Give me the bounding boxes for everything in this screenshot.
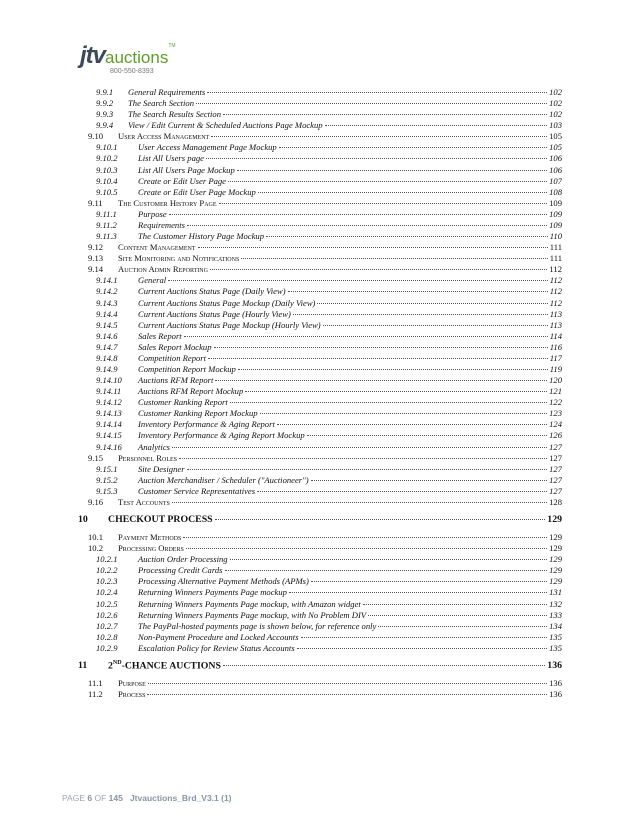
toc-dot-leader bbox=[317, 303, 547, 304]
toc-entry-number: 9.14.11 bbox=[96, 386, 122, 397]
toc-entry-number: 9.14.3 bbox=[96, 297, 118, 308]
toc-entry[interactable] bbox=[96, 430, 562, 440]
toc-entry-page: 109 bbox=[549, 208, 562, 219]
toc-dot-leader bbox=[323, 325, 548, 326]
toc-entry[interactable] bbox=[96, 587, 562, 597]
toc-entry[interactable] bbox=[96, 176, 562, 186]
toc-entry-title: Auction Admin Reporting bbox=[118, 264, 208, 275]
toc-entry-title bbox=[108, 660, 221, 671]
toc-entry-page: 129 bbox=[549, 532, 562, 543]
toc-entry[interactable] bbox=[88, 264, 562, 274]
toc-entry[interactable] bbox=[96, 275, 562, 285]
toc-entry-page: 102 bbox=[549, 109, 562, 120]
toc-entry-title: Purpose bbox=[138, 208, 167, 219]
toc-entry-number: 9.14.13 bbox=[96, 408, 122, 419]
toc-dot-leader bbox=[215, 519, 546, 520]
toc-entry-number: 9.14.6 bbox=[96, 330, 118, 341]
toc-title-part: 2 bbox=[108, 660, 113, 672]
toc-entry-title: Returning Winners Payments Page mockup, with Amazon widget bbox=[138, 598, 361, 609]
toc-entry-page: 129 bbox=[549, 543, 562, 554]
toc-entry-number: 10.2.2 bbox=[96, 565, 118, 576]
toc-entry[interactable] bbox=[96, 87, 562, 97]
toc-entry-title: Customer Ranking Report Mockup bbox=[138, 408, 258, 419]
toc-entry[interactable] bbox=[96, 375, 562, 385]
toc-entry[interactable] bbox=[96, 408, 562, 418]
toc-entry-page: 116 bbox=[549, 341, 562, 352]
toc-entry-page: 105 bbox=[549, 131, 562, 142]
page-footer bbox=[62, 793, 232, 803]
toc-entry-page: 112 bbox=[549, 264, 562, 275]
toc-entry-title: Inventory Performance & Aging Report Mockup bbox=[138, 430, 305, 441]
toc-entry-number: 9.14.4 bbox=[96, 308, 118, 319]
toc-entry[interactable] bbox=[96, 353, 562, 363]
toc-dot-leader bbox=[228, 181, 547, 182]
toc-entry-title: Test Accounts bbox=[118, 496, 170, 507]
toc-entry-page: 113 bbox=[549, 319, 562, 330]
toc-entry-number: 9.9.2 bbox=[96, 98, 114, 109]
toc-dot-leader bbox=[238, 369, 548, 370]
toc-entry-page: 136 bbox=[549, 689, 562, 699]
toc-entry-page: 127 bbox=[549, 485, 562, 496]
toc-entry-number: 9.13 bbox=[88, 253, 104, 264]
toc-entry[interactable] bbox=[88, 678, 562, 688]
toc-entry-page: 105 bbox=[549, 142, 562, 153]
toc-entry-page: 128 bbox=[549, 496, 562, 507]
toc-entry-title: List All Users page bbox=[138, 153, 204, 164]
toc-entry-title: General bbox=[138, 275, 167, 286]
toc-entry-page: 129 bbox=[549, 576, 562, 587]
toc-entry-title: User Access Management Page Mockup bbox=[138, 142, 277, 153]
toc-entry-number: 10.2.9 bbox=[96, 642, 118, 653]
toc-entry-title: Customer Ranking Report bbox=[138, 397, 228, 408]
toc-entry-page: 109 bbox=[549, 219, 562, 230]
toc-entry-number: 11.1 bbox=[88, 677, 103, 688]
toc-entry-title: Competition Report Mockup bbox=[138, 364, 236, 374]
toc-dot-leader bbox=[279, 147, 547, 148]
toc-entry-title: Current Auctions Status Page Mockup (Daily View) bbox=[138, 297, 316, 308]
toc-dot-leader bbox=[225, 570, 548, 571]
toc-entry-number: 10.1 bbox=[88, 532, 104, 543]
toc-entry[interactable] bbox=[96, 231, 562, 241]
footer-total: 145 bbox=[108, 793, 123, 803]
toc-entry[interactable] bbox=[88, 242, 562, 252]
toc-entry-number: 10.2.3 bbox=[96, 576, 118, 587]
toc-entry-number: 10.2.6 bbox=[96, 609, 118, 620]
toc-entry-title: Auction Merchandiser / Scheduler ("Auctioneer") bbox=[138, 474, 309, 485]
toc-dot-leader bbox=[148, 683, 547, 684]
toc-title-part: -CHANCE AUCTIONS bbox=[121, 660, 221, 672]
toc-dot-leader bbox=[258, 192, 547, 193]
toc-entry[interactable] bbox=[96, 386, 562, 396]
footer-of-label: OF bbox=[94, 793, 107, 803]
toc-dot-leader bbox=[288, 291, 548, 292]
toc-entry-title: The Search Results Section bbox=[128, 109, 221, 120]
toc-entry-number: 11.2 bbox=[88, 689, 103, 699]
toc-entry[interactable] bbox=[96, 298, 562, 308]
toc-entry-page: 132 bbox=[549, 598, 562, 609]
toc-entry[interactable] bbox=[88, 689, 562, 699]
toc-entry-number: 9.14.10 bbox=[96, 375, 122, 386]
toc-dot-leader bbox=[237, 170, 547, 171]
toc-dot-leader bbox=[147, 694, 547, 695]
toc-dot-leader bbox=[368, 615, 547, 616]
toc-entry[interactable] bbox=[96, 643, 562, 653]
toc-entry-title: View / Edit Current & Scheduled Auctions Page Mockup bbox=[128, 120, 323, 131]
toc-entry-title: Current Auctions Status Page (Hourly View) bbox=[138, 308, 291, 319]
toc-entry-title: Sales Report bbox=[138, 330, 182, 341]
toc-entry-page: 133 bbox=[549, 609, 562, 620]
toc-entry-title: Site Monitoring and Notifications bbox=[118, 253, 240, 264]
toc-dot-leader bbox=[168, 280, 548, 281]
footer-page-label: PAGE bbox=[62, 793, 85, 803]
toc-entry-title: Returning Winners Payments Page mockup bbox=[138, 587, 287, 598]
toc-entry[interactable] bbox=[96, 486, 562, 496]
toc-entry-page: 108 bbox=[549, 186, 562, 197]
toc-entry-number: 9.14 bbox=[88, 264, 104, 275]
toc-dot-leader bbox=[241, 258, 547, 259]
toc-dot-leader bbox=[378, 626, 547, 627]
toc-entry-title: Create or Edit User Page bbox=[138, 175, 226, 186]
toc-dot-leader bbox=[196, 103, 547, 104]
toc-dot-leader bbox=[206, 158, 547, 159]
toc-entry-number: 9.15.3 bbox=[96, 485, 118, 496]
toc-entry[interactable] bbox=[96, 397, 562, 407]
toc-entry-number: 10.2.8 bbox=[96, 631, 118, 642]
toc-entry-page: 103 bbox=[549, 120, 562, 131]
toc-entry[interactable] bbox=[96, 309, 562, 319]
toc-entry-page: 121 bbox=[549, 386, 562, 397]
toc-entry-number: 9.14.5 bbox=[96, 319, 118, 330]
toc-dot-leader bbox=[183, 537, 547, 538]
toc-entry-title: CHECKOUT PROCESS bbox=[108, 514, 213, 526]
toc-entry-title: User Access Management bbox=[118, 131, 210, 142]
toc-dot-leader bbox=[211, 136, 547, 137]
toc-entry-title: Auction Order Processing bbox=[138, 554, 228, 565]
toc-entry-number: 9.15.1 bbox=[96, 463, 118, 474]
toc-entry-number: 9.14.7 bbox=[96, 341, 118, 352]
toc-entry-page: 119 bbox=[549, 364, 562, 374]
toc-entry-page: 102 bbox=[549, 87, 562, 97]
toc-entry-page: 127 bbox=[549, 452, 562, 463]
toc-entry[interactable] bbox=[96, 120, 562, 130]
toc-dot-leader bbox=[215, 380, 547, 381]
toc-dot-leader bbox=[214, 347, 548, 348]
toc-entry-title: Current Auctions Status Page Mockup (Hourly View) bbox=[138, 319, 321, 330]
toc-entry-page: 135 bbox=[549, 631, 562, 642]
toc-entry-page: 107 bbox=[549, 175, 562, 186]
logo-auctions: auctions bbox=[105, 48, 169, 67]
toc-entry-number: 9.14.2 bbox=[96, 286, 118, 297]
toc-entry-page: 124 bbox=[549, 419, 562, 430]
toc-dot-leader bbox=[198, 247, 548, 248]
toc-entry[interactable] bbox=[96, 565, 562, 575]
logo-jtv: jtv bbox=[80, 42, 106, 69]
toc-entry[interactable] bbox=[96, 142, 562, 152]
toc-entry-page: 135 bbox=[549, 642, 562, 653]
toc-entry-title: The PayPal-hosted payments page is shown below, for reference only bbox=[138, 620, 377, 631]
toc-entry[interactable] bbox=[88, 253, 562, 263]
toc-entry-title: Competition Report bbox=[138, 352, 207, 363]
toc-entry-number: 9.10.2 bbox=[96, 153, 118, 164]
toc-entry[interactable] bbox=[96, 464, 562, 474]
toc-dot-leader bbox=[297, 648, 547, 649]
toc-dot-leader bbox=[187, 469, 548, 470]
toc-entry-number: 10.2.4 bbox=[96, 587, 118, 598]
toc-entry-number: 9.11.3 bbox=[96, 231, 117, 242]
toc-entry-number: 9.14.15 bbox=[96, 430, 122, 441]
toc-entry-page: 129 bbox=[549, 565, 562, 576]
toc-entry-title: Auctions RFM Report Mockup bbox=[138, 386, 244, 397]
logo-phone: 800-550-8393 bbox=[110, 68, 154, 75]
footer-page-num: 6 bbox=[87, 793, 93, 803]
toc-entry-page: 131 bbox=[549, 587, 562, 598]
toc-entry[interactable] bbox=[78, 660, 562, 671]
toc-dot-leader bbox=[210, 269, 547, 270]
toc-dot-leader bbox=[169, 214, 547, 215]
toc-entry-number: 9.14.9 bbox=[96, 364, 118, 374]
toc-entry-number: 11 bbox=[78, 660, 88, 672]
toc-entry-title: General Requirements bbox=[128, 87, 206, 97]
toc-entry-title: The Customer History Page Mockup bbox=[138, 231, 265, 242]
toc-entry-title: Analytics bbox=[138, 441, 170, 452]
toc-entry[interactable] bbox=[96, 209, 562, 219]
toc-dot-leader bbox=[208, 358, 548, 359]
toc-entry[interactable] bbox=[96, 220, 562, 230]
toc-dot-leader bbox=[257, 491, 547, 492]
toc-entry-number: 10 bbox=[78, 514, 88, 526]
toc-entry-page: 102 bbox=[549, 98, 562, 109]
toc-entry-title: Requirements bbox=[138, 219, 185, 230]
toc-dot-leader bbox=[172, 447, 547, 448]
toc-entry-page: 111 bbox=[549, 253, 562, 264]
toc-entry-page: 111 bbox=[549, 242, 562, 253]
toc-dot-leader bbox=[179, 458, 547, 459]
toc-dot-leader bbox=[325, 125, 548, 126]
toc-entry-page: 126 bbox=[549, 430, 562, 441]
toc-entry-number: 10.2.5 bbox=[96, 598, 118, 609]
toc-entry-title: The Customer History Page bbox=[118, 197, 217, 208]
toc-entry[interactable] bbox=[96, 320, 562, 330]
toc-entry[interactable] bbox=[96, 342, 562, 352]
toc-entry[interactable] bbox=[88, 497, 562, 507]
toc-entry-title: Inventory Performance & Aging Report bbox=[138, 419, 275, 430]
toc-entry[interactable] bbox=[96, 632, 562, 642]
toc-entry-number: 9.9.3 bbox=[96, 109, 114, 120]
toc-entry[interactable] bbox=[88, 543, 562, 553]
toc-dot-leader bbox=[187, 225, 547, 226]
toc-dot-leader bbox=[293, 314, 548, 315]
toc-entry-page: 113 bbox=[549, 308, 562, 319]
toc-entry[interactable] bbox=[96, 419, 562, 429]
toc-dot-leader bbox=[301, 637, 548, 638]
toc-dot-leader bbox=[184, 336, 548, 337]
toc-entry[interactable] bbox=[96, 153, 562, 163]
toc-entry-page: 134 bbox=[549, 620, 562, 631]
toc-entry-title: Payment Methods bbox=[118, 532, 182, 543]
toc-entry-page: 120 bbox=[549, 375, 562, 386]
toc-dot-leader bbox=[223, 114, 547, 115]
toc-dot-leader bbox=[207, 92, 547, 93]
toc-entry[interactable] bbox=[78, 514, 562, 525]
toc-entry[interactable] bbox=[96, 599, 562, 609]
toc-entry-page: 110 bbox=[549, 231, 562, 242]
toc-entry[interactable] bbox=[96, 165, 562, 175]
toc-dot-leader bbox=[363, 604, 547, 605]
toc-entry-title: Processing Credit Cards bbox=[138, 565, 223, 576]
toc-entry-title: Personnel Roles bbox=[118, 452, 177, 463]
toc-entry[interactable] bbox=[88, 453, 562, 463]
toc-entry-title: List All Users Page Mockup bbox=[138, 164, 235, 175]
toc-entry-number: 9.14.1 bbox=[96, 275, 118, 286]
toc-entry-number: 9.15.2 bbox=[96, 474, 118, 485]
toc-entry[interactable] bbox=[88, 131, 562, 141]
toc-entry[interactable] bbox=[88, 198, 562, 208]
toc-entry[interactable] bbox=[96, 576, 562, 586]
toc-dot-leader bbox=[230, 402, 547, 403]
toc-entry-page: 129 bbox=[547, 514, 562, 526]
toc-entry[interactable] bbox=[96, 475, 562, 485]
toc-dot-leader bbox=[311, 581, 547, 582]
toc-entry-page: 114 bbox=[549, 330, 562, 341]
toc-entry-page: 129 bbox=[549, 554, 562, 565]
toc-entry-title: Escalation Policy for Review Status Accounts bbox=[138, 642, 295, 653]
toc-entry-title: Processing Alternative Payment Methods (APMs) bbox=[138, 576, 309, 587]
toc-entry-page: 117 bbox=[549, 352, 562, 363]
toc-entry-title: Process bbox=[118, 689, 146, 699]
toc-entry[interactable] bbox=[96, 554, 562, 564]
toc-dot-leader bbox=[186, 548, 547, 549]
toc-entry[interactable] bbox=[96, 442, 562, 452]
toc-entry-number: 9.14.12 bbox=[96, 397, 122, 408]
toc-dot-leader bbox=[223, 665, 545, 666]
toc-entry-page: 127 bbox=[549, 463, 562, 474]
toc-entry-number: 9.10.1 bbox=[96, 142, 118, 153]
toc-entry-number: 9.15 bbox=[88, 452, 104, 463]
toc-entry-title: Site Designer bbox=[138, 463, 185, 474]
toc-entry-title: Sales Report Mockup bbox=[138, 341, 212, 352]
toc-entry[interactable] bbox=[96, 610, 562, 620]
toc-entry[interactable] bbox=[96, 98, 562, 108]
toc-dot-leader bbox=[172, 502, 547, 503]
toc-dot-leader bbox=[289, 592, 547, 593]
toc-entry-title: Customer Service Representatives bbox=[138, 485, 256, 496]
toc-entry-page: 112 bbox=[549, 275, 562, 286]
toc-entry-title: Processing Orders bbox=[118, 543, 184, 554]
toc-entry-title: Current Auctions Status Page (Daily View) bbox=[138, 286, 286, 297]
toc-title-superscript: ND bbox=[112, 659, 122, 666]
toc-entry-title: The Search Section bbox=[128, 98, 195, 109]
toc-entry-number: 10.2.1 bbox=[96, 554, 118, 565]
toc-dot-leader bbox=[311, 480, 548, 481]
toc-entry[interactable] bbox=[96, 286, 562, 296]
toc-entry-title: Returning Winners Payments Page mockup, with No Problem DIV bbox=[138, 609, 367, 620]
toc-entry[interactable] bbox=[96, 187, 562, 197]
toc-entry-number: 9.10.3 bbox=[96, 164, 118, 175]
toc-entry-number: 9.9.1 bbox=[96, 87, 114, 97]
toc-entry-page: 136 bbox=[547, 660, 562, 672]
toc-dot-leader bbox=[277, 424, 547, 425]
toc-entry-page: 109 bbox=[549, 197, 562, 208]
toc-dot-leader bbox=[260, 413, 548, 414]
toc-entry-number: 9.14.14 bbox=[96, 419, 122, 430]
toc-entry[interactable] bbox=[96, 621, 562, 631]
toc-entry-page: 123 bbox=[549, 408, 562, 419]
toc-entry-number: 10.2.7 bbox=[96, 620, 118, 631]
footer-doc-name: Jtvauctions_Brd_V3.1 (1) bbox=[129, 793, 232, 803]
toc-dot-leader bbox=[219, 203, 548, 204]
toc-entry-number: 9.11.2 bbox=[96, 219, 117, 230]
toc-entry-title: Content Management bbox=[118, 242, 196, 253]
toc-entry-number: 9.10 bbox=[88, 131, 104, 142]
logo-tm: TM bbox=[168, 43, 176, 49]
toc-entry-title: Purpose bbox=[118, 677, 146, 688]
toc-entry-title: Non-Payment Procedure and Locked Accounts bbox=[138, 631, 299, 642]
toc-entry-page: 127 bbox=[549, 474, 562, 485]
toc-entry-title: Auctions RFM Report bbox=[138, 375, 214, 386]
toc-entry-number: 9.14.16 bbox=[96, 441, 122, 452]
toc-entry-number: 9.9.4 bbox=[96, 120, 114, 131]
toc-entry[interactable] bbox=[88, 532, 562, 542]
toc-entry-page: 106 bbox=[549, 164, 562, 175]
toc-dot-leader bbox=[230, 559, 548, 560]
toc-entry-page: 127 bbox=[549, 441, 562, 452]
toc-entry-number: 9.11.1 bbox=[96, 208, 117, 219]
toc-entry-page: 112 bbox=[549, 286, 562, 297]
toc-dot-leader bbox=[266, 236, 548, 237]
toc-entry-number: 9.12 bbox=[88, 242, 104, 253]
toc-entry-page: 106 bbox=[549, 153, 562, 164]
toc-entry-number: 9.11 bbox=[88, 197, 103, 208]
toc-entry[interactable] bbox=[96, 331, 562, 341]
toc-entry-number: 10.2 bbox=[88, 543, 104, 554]
toc-entry-number: 9.10.5 bbox=[96, 186, 118, 197]
toc-dot-leader bbox=[307, 435, 547, 436]
toc-entry[interactable] bbox=[96, 109, 562, 119]
toc-dot-leader bbox=[245, 391, 547, 392]
toc-entry-title: Create or Edit User Page Mockup bbox=[138, 186, 256, 197]
toc-entry-page: 122 bbox=[549, 397, 562, 408]
toc-entry-page: 136 bbox=[549, 677, 562, 688]
toc-entry-page: 112 bbox=[549, 297, 562, 308]
toc-entry-number: 9.16 bbox=[88, 496, 104, 507]
toc-entry[interactable] bbox=[96, 364, 562, 374]
jtv-auctions-logo bbox=[80, 44, 176, 75]
toc-entry-number: 9.10.4 bbox=[96, 175, 118, 186]
toc-entry-number: 9.14.8 bbox=[96, 352, 118, 363]
